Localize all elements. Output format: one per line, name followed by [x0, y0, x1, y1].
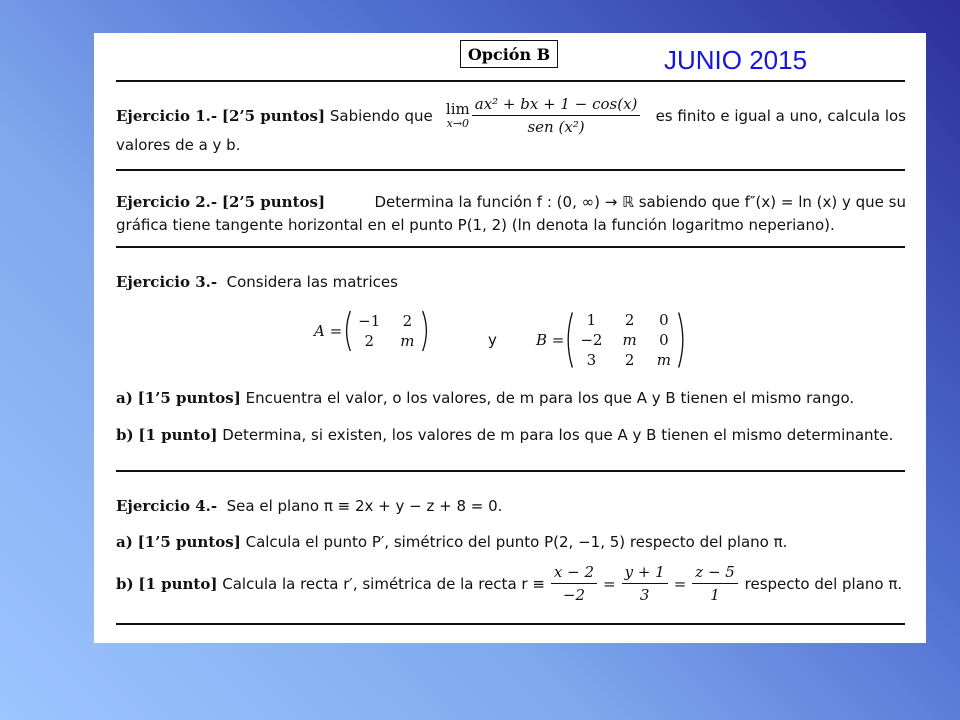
matrix-a-group — [314, 305, 431, 357]
exercise-2-line1 — [116, 193, 906, 211]
matrix-entry: m — [400, 332, 415, 350]
left-paren-icon — [564, 305, 574, 375]
divider — [116, 623, 905, 625]
limit-fraction: $\frac{\text{ax² + bx + 1 − cos(x)}}{\text{sen (x²)}}$ — [472, 95, 641, 136]
matrix-entry: 0 — [659, 331, 669, 349]
matrix-entry: m — [622, 331, 637, 349]
exercise-2-text: Determina la función f : (0, ∞) → ℝ sabiendo que f″(x) = ln (x) y que su — [374, 193, 906, 211]
matrix-b — [564, 305, 687, 375]
part-b-text: Calcula la recta r′, simétrica de la recta r ≡ — [222, 574, 545, 593]
matrix-entry: 2 — [402, 312, 413, 330]
exercise-4-part-a — [116, 533, 787, 551]
exam-sheet — [94, 33, 926, 643]
limit-operator: lim x→0 — [445, 100, 470, 130]
exercise-4-label: Ejercicio 4.- — [116, 497, 218, 515]
part-b-label: b) — [116, 426, 134, 444]
divider — [116, 246, 905, 248]
matrix-entry: 3 — [586, 351, 597, 369]
exercise-3-part-b — [116, 426, 893, 444]
matrix-entry: m — [656, 351, 671, 369]
matrix-entry: 2 — [364, 332, 374, 350]
page-title: JUNIO 2015 — [664, 45, 808, 75]
exercise-3-label: Ejercicio 3.- — [116, 273, 218, 291]
exercise-4-part-b — [116, 563, 902, 604]
matrix-entry: −2 — [580, 331, 603, 349]
part-a-text: Calcula el punto P′, simétrico del punto P(2, −1, 5) respecto del plano π. — [245, 533, 788, 551]
part-a-label: a) — [116, 389, 133, 407]
exercise-3-intro: Considera las matrices — [226, 273, 398, 291]
exercise-2-label: Ejercicio 2.- — [116, 193, 218, 211]
part-b-points: [1 punto] — [138, 426, 218, 444]
matrix-b-group — [536, 305, 687, 375]
matrix-entry: −1 — [358, 312, 381, 330]
exercise-3-heading — [116, 273, 398, 291]
divider — [116, 80, 905, 82]
matrix-entry: 2 — [624, 311, 635, 329]
matrix-b-label: B = — [536, 331, 565, 349]
divider — [116, 169, 905, 171]
left-paren-icon — [342, 305, 352, 357]
exercise-2-line2: gráfica tiene tangente horizontal en el punto P(1, 2) (ln denota la función logaritmo neperiano). — [116, 216, 835, 234]
part-a-text: Encuentra el valor, o los valores, de m para los que A y B tienen el mismo rango. — [245, 389, 855, 407]
line-equation: $\frac{x - 2}{-2}$ = $\frac{y + 1}{3}$ = $\frac{z - 5}{1}$ — [549, 563, 740, 604]
matrix-b-entries — [574, 311, 677, 369]
right-paren-icon — [677, 305, 687, 375]
matrix-entry: 0 — [659, 311, 669, 329]
conjunction-and: y — [488, 331, 497, 349]
exercise-1-line1 — [116, 95, 906, 136]
exercise-1-points: [2’5 puntos] — [221, 106, 326, 125]
matrix-a-label: A = — [314, 322, 343, 340]
matrix-a — [342, 305, 430, 357]
exercise-3-part-a — [116, 389, 854, 407]
matrix-a-entries — [352, 312, 420, 350]
part-a-points: [1’5 puntos] — [137, 389, 241, 407]
part-a-label: a) — [116, 533, 133, 551]
exercise-4-intro: Sea el plano π ≡ 2x + y − z + 8 = 0. — [226, 497, 503, 515]
matrix-entry: 2 — [624, 351, 635, 369]
exercise-1-text-tail: es finito e igual a uno, calcula los — [655, 106, 906, 125]
exercise-1-label: Ejercicio 1.- — [116, 106, 218, 125]
exercise-1-line2: valores de a y b. — [116, 136, 241, 154]
part-b-text: Determina, si existen, los valores de m para los que A y B tienen el mismo determinante. — [222, 426, 894, 444]
matrix-entry: 1 — [586, 311, 597, 329]
option-box: Opción B — [460, 40, 558, 68]
part-b-tail: respecto del plano π. — [744, 574, 903, 593]
part-b-label: b) — [116, 574, 134, 593]
exercise-1-text: Sabiendo que — [329, 106, 433, 125]
exercise-4-heading — [116, 497, 502, 515]
part-a-points: [1’5 puntos] — [137, 533, 241, 551]
exercise-2-points: [2’5 puntos] — [221, 193, 326, 211]
divider — [116, 470, 905, 472]
part-b-points: [1 punto] — [138, 574, 218, 593]
right-paren-icon — [421, 305, 431, 357]
